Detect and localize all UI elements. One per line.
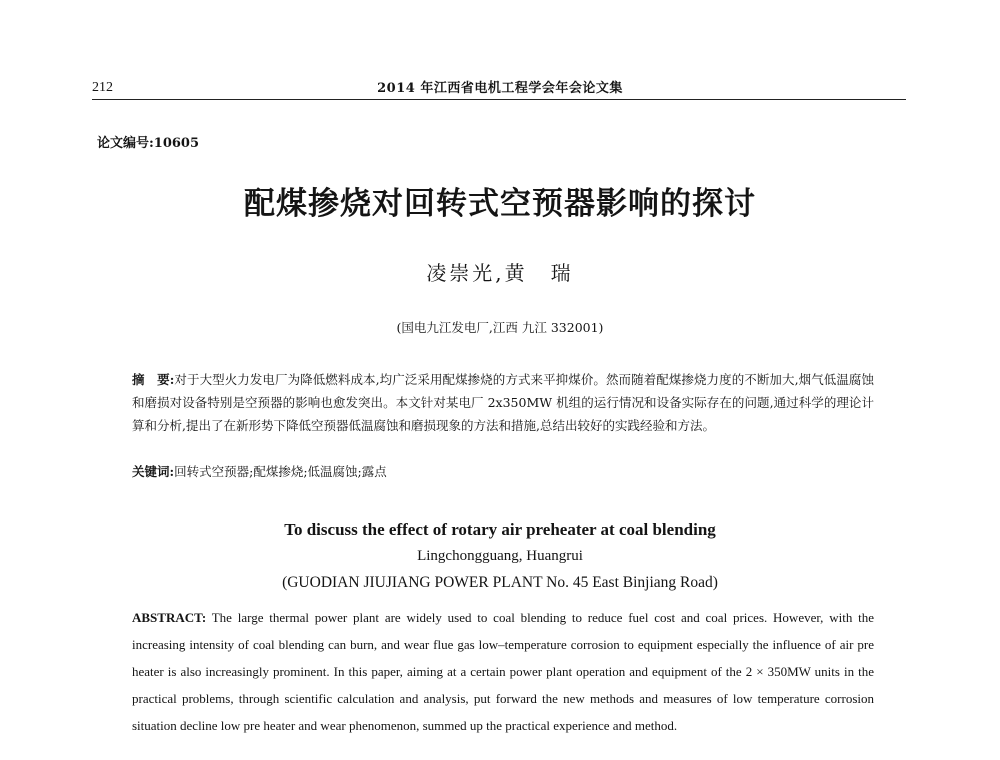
page-number: 212 [92, 80, 113, 95]
paper-number: 论文编号:10605 [97, 136, 200, 151]
proceedings-title: 2014 年江西省电机工程学会年会论文集 [377, 81, 623, 96]
keywords-cn [132, 460, 874, 483]
keywords-cn-label: 关键词: [132, 464, 175, 479]
affiliation-en: (GUODIAN JIUJIANG POWER PLANT No. 45 East Binjiang Road) [282, 574, 718, 591]
abstract-cn-text: 对于大型火力发电厂为降低燃料成本,均广泛采用配煤掺烧的方式来平抑煤价。然而随着配煤掺烧力度的不断加大,烟气低温腐蚀和磨损对设备特别是空预器的影响也愈发突出。本文针对某电厂 2x350MW 机组的运行情况和设备实际存在的问题,通过科学的理论计算和分析,提出了在新形势下降低空预器低温腐蚀和磨损现象的方法和措施,总结出较好的实践经验和方法。 [132, 372, 874, 433]
abstract-cn-label: 摘 要: [132, 372, 175, 387]
authors-en: Lingchongguang, Huangrui [417, 548, 583, 564]
affiliation-cn: (国电九江发电厂,江西 九江 332001) [396, 320, 604, 335]
paper-title-en: To discuss the effect of rotary air preheater at coal blending [284, 520, 716, 539]
paper-title-cn: 配煤掺烧对回转式空预器影响的探讨 [244, 186, 756, 222]
abstract-en-text: The large thermal power plant are widely used to coal blending to reduce fuel cost and coal prices. However, with the increasing intensity of coal blending can burn, and wear flue gas low–temperature corrosion to equipment especially the influence of air pre heater is also increasingly prominent. In this paper, aiming at a certain power plant operation and equipment of the 2 × 350MW units in the practical problems, through scientific calculation and analysis, put forward the new methods and measures of low temperature corrosion situation decline low pre heater and wear phenomenon, summed up the practical experience and method. [132, 610, 874, 733]
abstract-cn [132, 368, 874, 437]
abstract-en [132, 604, 874, 739]
abstract-en-label: ABSTRACT: [132, 610, 207, 625]
keywords-cn-text: 回转式空预器;配煤掺烧;低温腐蚀;露点 [174, 464, 387, 479]
header-rule [92, 99, 906, 100]
authors-cn: 凌崇光,黄 瑞 [426, 261, 574, 285]
